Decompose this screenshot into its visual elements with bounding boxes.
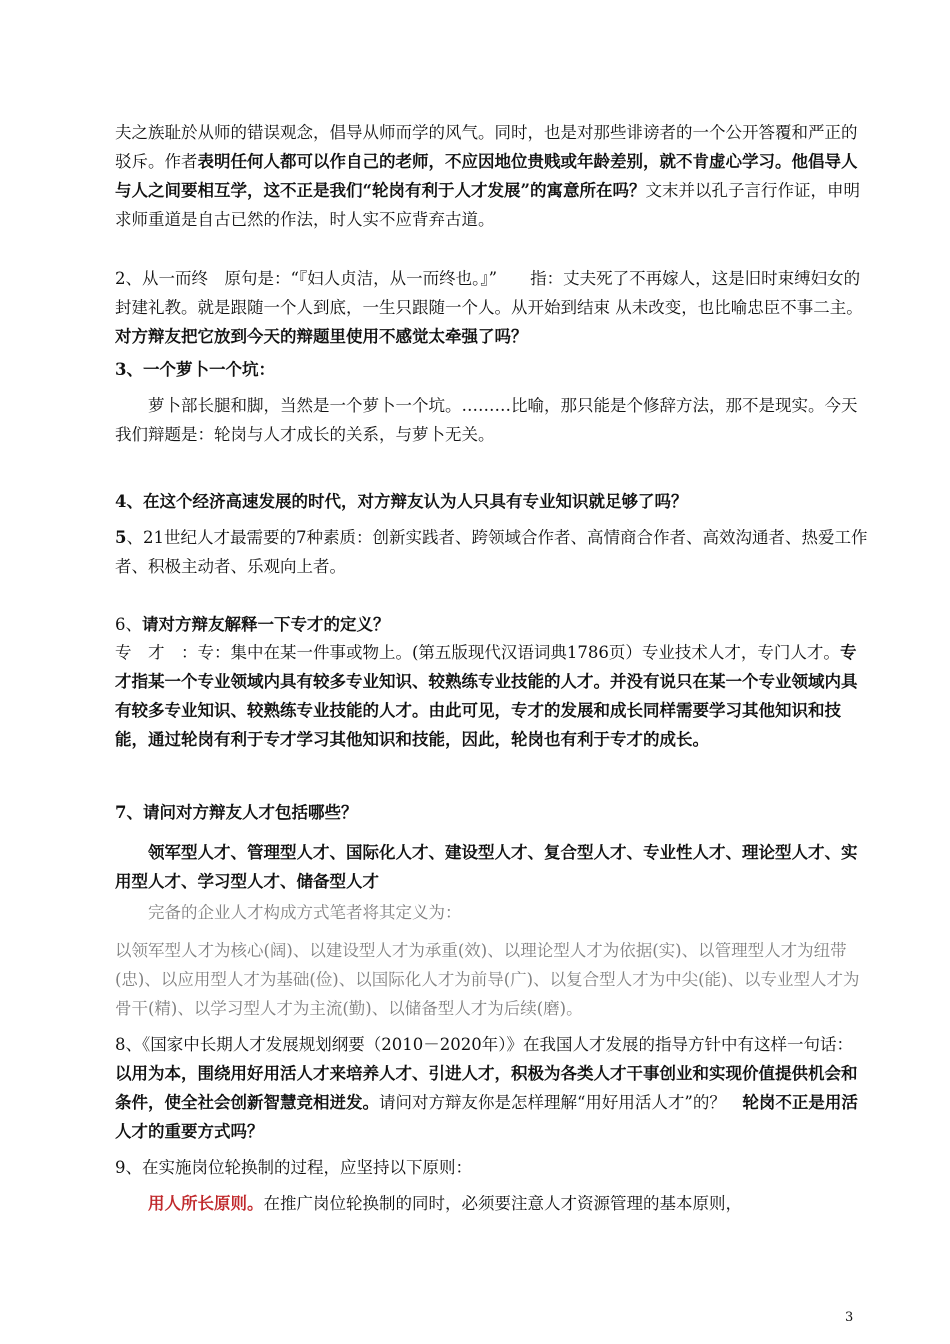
text-run: 8、《国家中长期人才发展规划纲要（2010－2020年）》在我国人才发展的指导方针中有这样一句话：: [115, 1035, 862, 1054]
page-number: 3: [845, 1310, 854, 1325]
text-run: 夫之族耻於从师的错误观念，倡导从师而学的风气。同时，也是对那些诽谤者的一个公开答覆和严正的驳斥。作者: [115, 123, 858, 171]
heading-7: 7、请问对方辩友人才包括哪些？: [115, 803, 358, 822]
text-run: 在推广岗位轮换制的同时，必须要注意人才资源管理的基本原则，: [263, 1194, 742, 1213]
heading-9: 9、在实施岗位轮换制的过程，应坚持以下原则：: [115, 1158, 472, 1177]
bold-run: 请对方辩友解释一下专才的定义？: [142, 615, 390, 634]
bold-run: 对方辩友把它放到今天的辩题里使用不感觉太牵强了吗？: [115, 327, 528, 346]
text-run: 2、从一而终 原句是：“『妇人贞洁，从一而终也。』” 指：丈夫死了不再嫁人，这是旧时束缚妇女的封建礼教。就是跟随一个人到底，一生只跟随一个人。从开始到结束 从未改变，也比喻忠臣不事二主。: [115, 269, 863, 317]
text-run: 专 才 ：专：集中在某一件事或物上。(第五版现代汉语词典1786页）专业技术人才，专门人才。: [115, 643, 840, 662]
paragraph-4: 萝卜部长腿和脚，当然是一个萝卜一个坑。………比喻，那只能是个修辞方法，那不是现实。今天我们辩题是：轮岗与人才成长的关系，与萝卜无关。: [115, 396, 858, 444]
text-run: 文末并以孔子言行作证，申明求师重道是自古已然的作法，时人实不应背弃古道。: [115, 181, 860, 229]
text-run: 请问对方辩友你是怎样理解“用好用活人才”的？: [379, 1093, 743, 1112]
paragraph-10: [115, 1030, 870, 1146]
heading-3: 3、一个萝卜一个坑：: [115, 360, 275, 379]
heading-4: 4、在这个经济高速发展的时代，对方辩友认为人只具有专业知识就足够了吗？: [115, 492, 688, 511]
bold-run: 专才指某一个专业领域内具有较多专业知识、较熟练专业技能的人才。并没有说只在某一个专业领域内具有较多专业知识、较熟练专业技能的人才。由此可见，专才的发展和成长同样需要学习其他知识和技能，通过轮岗有利于专才学习其他知识和技能，因此，轮岗也有利于专才的成长。: [115, 643, 858, 749]
text-run: 、21世纪人才最需要的7种素质：创新实践者、跨领域合作者、高情商合作者、高效沟通者、热爱工作者、积极主动者、乐观向上者。: [115, 528, 868, 576]
bold-run: 表明任何人都可以作自己的老师，不应因地位贵贱或年龄差别，就不肯虚心学习。他倡导人与人之间要相互学，这不正是我们“轮岗有利于人才发展”的寓意所在吗？: [115, 152, 858, 200]
bold-run: 轮岗不正是用活人才的重要方式吗？: [115, 1093, 858, 1141]
paragraph-9: 以领军型人才为核心(阔)、以建设型人才为承重(效)、以理论型人才为依据(实)、以管理型人才为纽带(忠)、以应用型人才为基础(俭)、以国际化人才为前导(广)、以复合型人才为中尖(能)、以专业型人才为骨干(精)、以学习型人才为主流(勤)、以储备型人才为后续(磨)。: [115, 941, 860, 1018]
number-run: 5: [115, 528, 127, 547]
paragraph-2: [115, 264, 870, 351]
paragraph-6: [115, 638, 870, 754]
heading-6: [115, 610, 870, 639]
highlight-run: 用人所长原则。: [148, 1194, 264, 1213]
paragraph-1: [115, 118, 870, 234]
paragraph-8: 完备的企业人才构成方式笔者将其定义为：: [148, 903, 462, 922]
paragraph-11: [115, 1189, 870, 1218]
text-run: 6、: [115, 615, 142, 634]
paragraph-5: [115, 523, 870, 581]
paragraph-7: 领军型人才、管理型人才、国际化人才、建设型人才、复合型人才、专业性人才、理论型人才、实用型人才、学习型人才、储备型人才: [115, 843, 858, 891]
bold-run: 以用为本，围绕用好用活人才来培养人才、引进人才，积极为各类人才干事创业和实现价值提供机会和条件，使全社会创新智慧竞相迸发。: [115, 1064, 858, 1112]
